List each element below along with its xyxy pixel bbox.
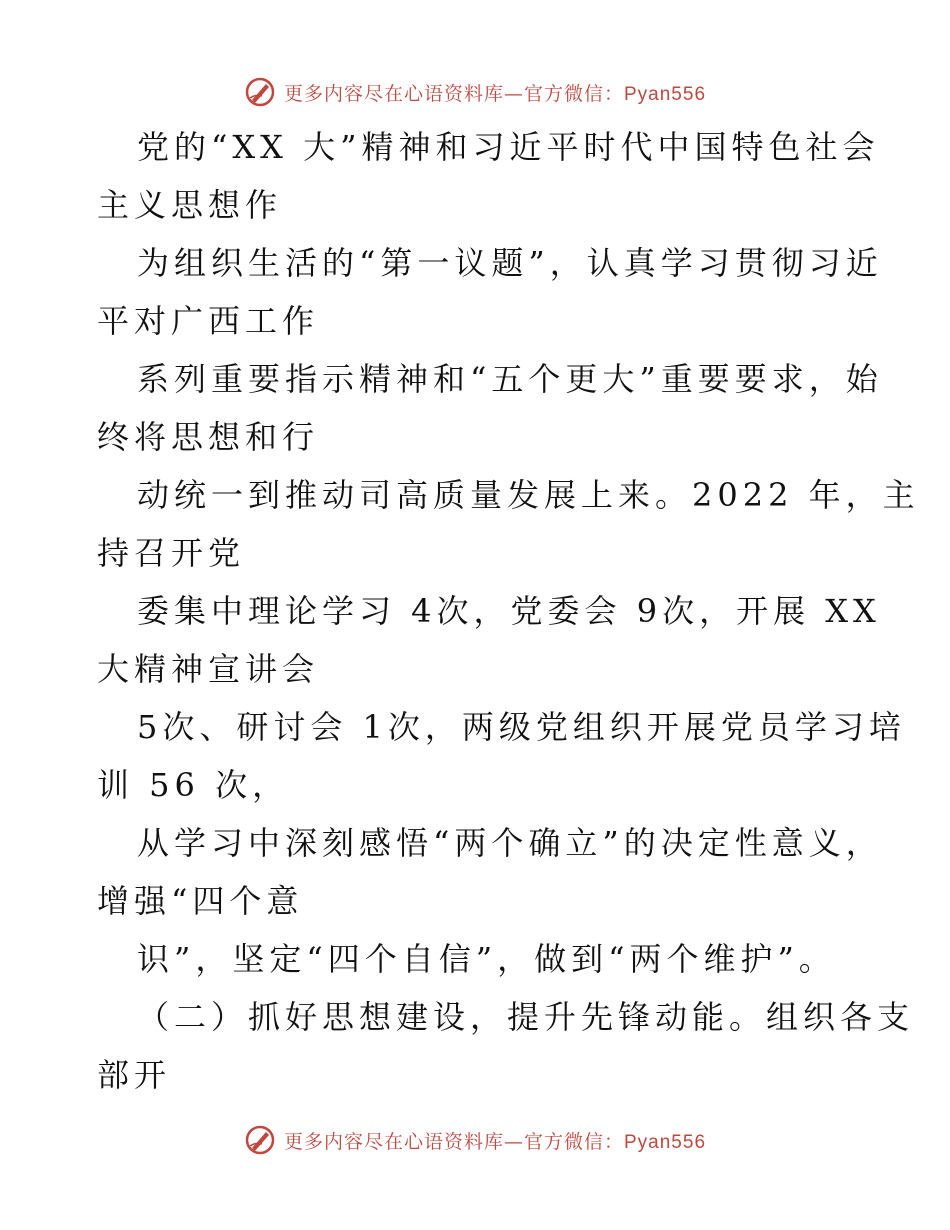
footer-banner-dash: — (503, 1130, 524, 1153)
body-line: 主义思想作 (97, 186, 283, 224)
header-banner-slogan: 更多内容尽在心语资料库 (283, 82, 504, 105)
body-line: 5次、研讨会 1次，两级党组织开展党员学习培 (137, 708, 906, 746)
body-line: 识”，坚定“四个自信”，做到“两个维护”。 (137, 940, 836, 978)
footer-banner-slogan: 更多内容尽在心语资料库 (283, 1130, 504, 1153)
pen-logo-icon (244, 1124, 276, 1156)
pen-logo-icon (244, 76, 276, 108)
document-body (97, 118, 920, 1104)
footer-banner-id: Pyan556 (624, 1131, 707, 1153)
body-line: 平对广西工作 (97, 302, 320, 340)
body-line: 委集中理论学习 4次，党委会 9次，开展 XX (137, 592, 881, 630)
footer-banner-contact: 官方微信： (523, 1130, 624, 1153)
header-banner-text (284, 79, 706, 106)
body-line: 从学习中深刻感悟“两个确立”的决定性意义， (137, 824, 883, 862)
header-banner (0, 72, 950, 112)
body-line: 党的“XX 大”精神和习近平时代中国特色社会 (137, 128, 880, 166)
body-line: 系列重要指示精神和“五个更大”重要要求，始 (137, 360, 883, 398)
body-line: 部开 (97, 1056, 172, 1094)
header-banner-id: Pyan556 (624, 83, 707, 105)
body-line: 持召开党 (97, 534, 246, 572)
body-line: 动统一到推动司高质量发展上来。2022 年，主 (137, 476, 920, 514)
body-line: 训 56 次， (97, 766, 290, 804)
body-line: 为组织生活的“第一议题”，认真学习贯彻习近 (137, 244, 883, 282)
body-line: 终将思想和行 (97, 418, 320, 456)
footer-banner-text (284, 1127, 706, 1154)
body-line: 大精神宣讲会 (97, 650, 320, 688)
body-line: （二）抓好思想建设，提升先锋动能。组织各支 (137, 998, 915, 1036)
header-banner-dash: — (503, 82, 524, 105)
footer-banner (0, 1120, 950, 1160)
body-line: 增强“四个意 (97, 882, 304, 920)
header-banner-contact: 官方微信： (523, 82, 624, 105)
